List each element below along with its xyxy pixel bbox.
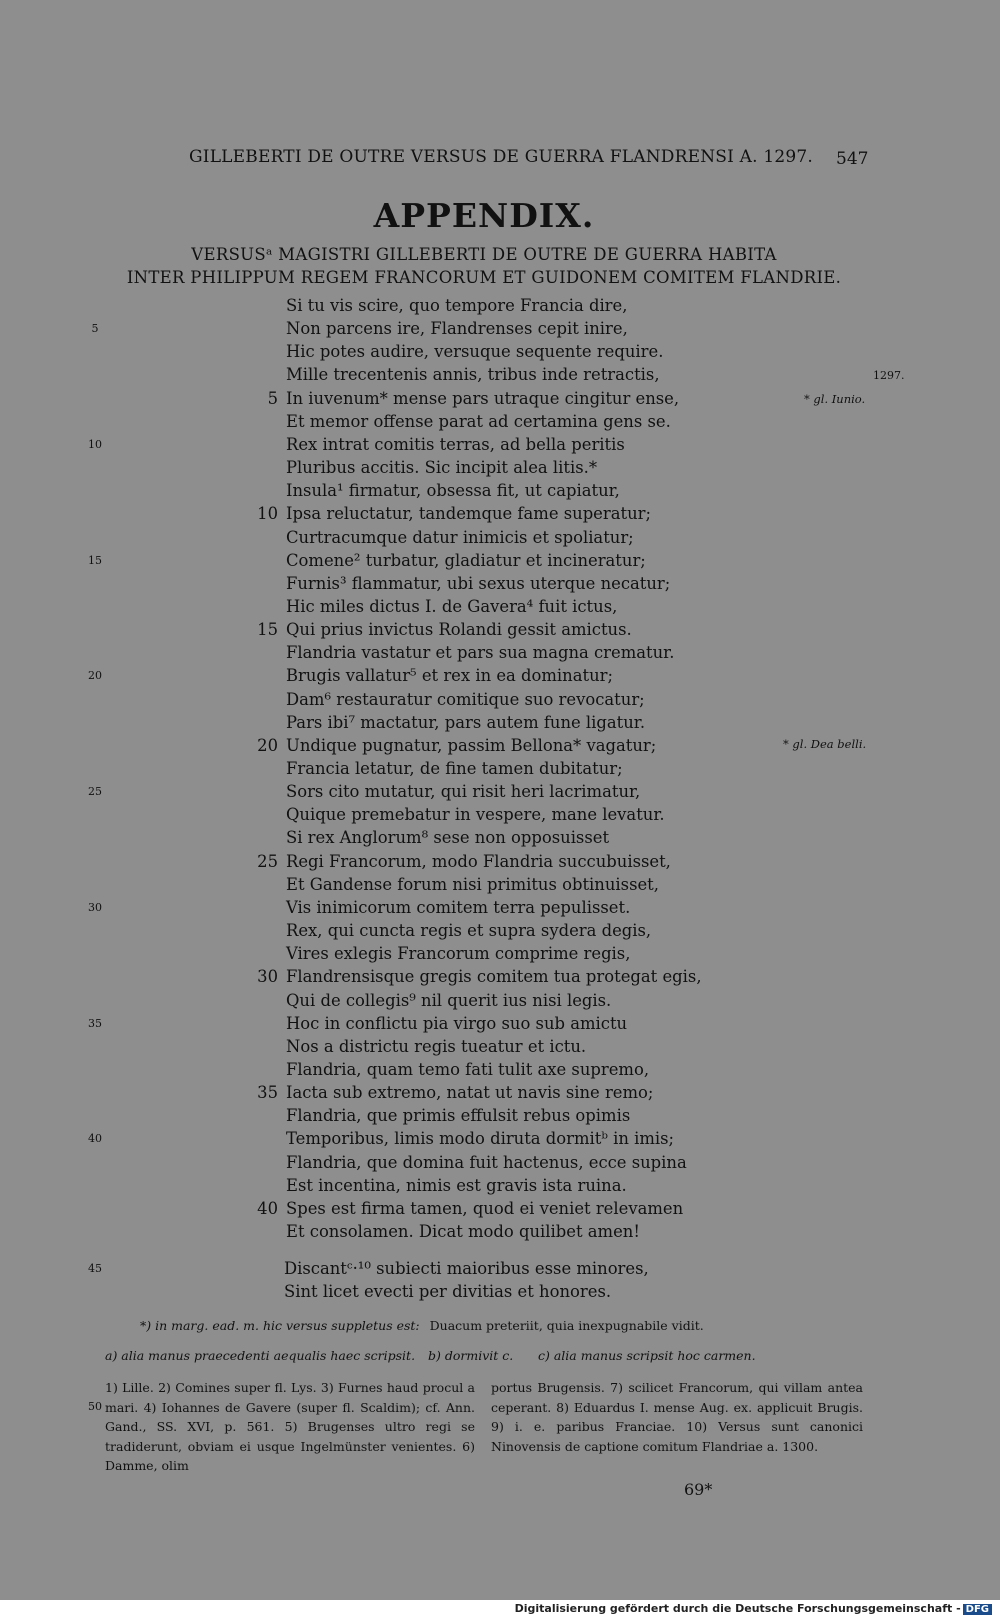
verse-number: 25 — [257, 851, 278, 871]
verse-line: Et consolamen. Dicat modo quilibet amen! — [286, 1222, 640, 1241]
verse-line: Flandria, que primis effulsit rebus opimis — [286, 1106, 631, 1126]
margin-line-number: 35 — [88, 1016, 102, 1030]
running-title: GILLEBERTI DE OUTRE VERSUS DE GUERRA FLANDRENSI A. 1297. — [189, 147, 814, 167]
margin-line-number: 20 — [88, 669, 102, 683]
verse-line: Brugis vallatur⁵ et rex in ea dominatur; — [286, 666, 613, 686]
verse-line: Sors cito mutatur, qui risit heri lacrimatur, — [286, 782, 641, 802]
verse-line: Qui de collegis⁹ nil querit ius nisi legis. — [286, 990, 612, 1010]
verse-line: Pars ibi⁷ mactatur, pars autem fune ligatur. — [286, 712, 646, 732]
footnote-c: c) alia manus scripsit hoc carmen. — [538, 1348, 756, 1363]
verse-line: Et memor offense parat ad certamina gens se. — [286, 411, 671, 431]
gloss-dea-belli: * gl. Dea belli. — [783, 737, 867, 751]
verse-line: Flandria, que domina fuit hactenus, ecce supina — [286, 1152, 687, 1172]
verse-number: 5 — [267, 388, 278, 408]
appendix-title: APPENDIX. — [373, 196, 595, 235]
verse-line: Insula¹ firmatur, obsessa fit, ut capiatur, — [286, 481, 620, 501]
verse-number: 40 — [257, 1198, 278, 1218]
verse-line: Dam⁶ restauratur comitique suo revocatur; — [286, 689, 645, 709]
margin-line-number: 10 — [88, 437, 102, 451]
verse-line: Mille trecentenis annis, tribus inde retractis, — [286, 365, 660, 385]
footnotes-left-column: 1) Lille. 2) Comines super fl. Lys. 3) Furnes haud procul a mari. 4) Iohannes de Gavere (super fl. Scaldim); cf. Ann. Gand., SS. XVI, p. 561. 5) Brugenses ultro regi se tradiderunt, obviam ei usque Ingelmünster venientes. 6) Damme, olim — [105, 1380, 475, 1474]
verse-line: Quique premebatur in vespere, mane levatur. — [286, 805, 665, 825]
signature-mark: 69* — [684, 1480, 713, 1499]
footnotes-right-column: portus Brugensis. 7) scilicet Francorum, qui villam antea ceperant. 8) Eduardus I. mense Aug. ex. applicuit Brugis. 9) i. e. paribus Franciae. 10) Versus sunt canonici Ninovensis de captione comitum Flandriae a. 1300. — [491, 1380, 863, 1454]
verse-line: Iacta sub extremo, natat ut navis sine remo; — [286, 1083, 654, 1103]
star-footnote-text: Duacum preteriit, quia inexpugnabile vidit. — [429, 1318, 704, 1333]
verse-line: Flandria vastatur et pars sua magna crematur. — [286, 643, 675, 663]
verse-line: Non parcens ire, Flandrenses cepit inire, — [286, 319, 628, 339]
verse-number: 10 — [257, 504, 278, 524]
verse-number: 15 — [257, 620, 278, 640]
verse-line: Si tu vis scire, quo tempore Francia dire, — [286, 296, 628, 315]
verse-line: Hic miles dictus I. de Gavera⁴ fuit ictus, — [286, 596, 618, 616]
verse-line: Est incentina, nimis est gravis ista ruina. — [286, 1175, 627, 1195]
verse-line: Spes est firma tamen, quod ei veniet relevamen — [286, 1198, 684, 1218]
verse-line: Temporibus, limis modo diruta dormitᵇ in imis; — [286, 1129, 675, 1149]
verse-line: Hic potes audire, versuque sequente require. — [286, 342, 664, 362]
footnote-b: b) dormivit c. — [428, 1348, 514, 1363]
verse-line: Curtracumque datur inimicis et spoliatur; — [286, 527, 634, 547]
appendix-subtitle-line-2: INTER PHILIPPUM REGEM FRANCORUM ET GUIDONEM COMITEM FLANDRIE. — [126, 268, 842, 287]
coda-line: Discantᶜ·¹⁰ subiecti maioribus esse minores, — [284, 1259, 649, 1278]
verse-number: 30 — [257, 967, 278, 987]
verse-line: In iuvenum* mense pars utraque cingitur ense, — [286, 388, 680, 408]
verse-line: Rex intrat comitis terras, ad bella peritis — [286, 434, 625, 454]
verse-number: 20 — [257, 735, 278, 755]
verse-number: 35 — [257, 1083, 278, 1103]
star-footnote — [140, 1318, 704, 1333]
margin-year: 1297. — [873, 369, 905, 382]
verse-line: Si rex Anglorum⁸ sese non opposuisset — [286, 828, 610, 848]
verse-line: Qui prius invictus Rolandi gessit amictus. — [286, 620, 632, 640]
dfg-logo: DFG — [963, 1604, 992, 1615]
verse-line: Undique pugnatur, passim Bellona* vagatur; — [286, 735, 657, 755]
margin-line-number-50: 50 — [88, 1400, 102, 1413]
verse-line: Et Gandense forum nisi primitus obtinuisset, — [286, 874, 659, 894]
verse-line: Ipsa reluctatur, tandemque fame superatur; — [286, 504, 651, 524]
credit-text: Digitalisierung gefördert durch die Deutsche Forschungsgemeinschaft - — [514, 1602, 961, 1615]
margin-line-number: 25 — [88, 785, 102, 799]
page-number: 547 — [836, 149, 869, 169]
verse-line: Nos a districtu regis tueatur et ictu. — [286, 1036, 587, 1056]
verse-line: Furnis³ flammatur, ubi sexus uterque necatur; — [286, 573, 671, 593]
verse-line: Vires exlegis Francorum comprime regis, — [286, 944, 631, 964]
margin-line-number: 15 — [88, 553, 102, 567]
digitization-credit — [515, 1602, 992, 1615]
verse-line: Hoc in conflictu pia virgo suo sub amictu — [286, 1013, 628, 1033]
margin-line-number: 40 — [88, 1132, 102, 1146]
verse-line: Comene² turbatur, gladiatur et incineratur; — [286, 550, 646, 570]
verse-line: Regi Francorum, modo Flandria succubuisset, — [286, 851, 671, 871]
gloss-iunio: * gl. Iunio. — [804, 392, 866, 406]
star-footnote-label: *) in marg. ead. m. hic versus suppletus est: — [140, 1318, 420, 1333]
margin-line-number: 5 — [91, 322, 99, 336]
verse-line: Flandria, quam temo fati tulit axe supremo, — [286, 1059, 650, 1079]
margin-line-number: 45 — [88, 1262, 102, 1275]
coda-line: Sint licet evecti per divitias et honores. — [284, 1282, 612, 1301]
verse-line: Flandrensisque gregis comitem tua protegat egis, — [286, 967, 702, 987]
verse-line: Vis inimicorum comitem terra pepulisset. — [286, 897, 631, 917]
margin-line-number: 30 — [88, 900, 102, 914]
verse-line: Pluribus accitis. Sic incipit alea litis.* — [286, 458, 598, 478]
verse-line: Rex, qui cuncta regis et supra sydera degis, — [286, 921, 652, 941]
verse-line: Francia letatur, de fine tamen dubitatur; — [286, 759, 623, 778]
footnote-a: a) alia manus praecedenti aequalis haec scripsit. — [105, 1348, 416, 1363]
appendix-subtitle-line-1: VERSUSᵃ MAGISTRI GILLEBERTI DE OUTRE DE GUERRA HABITA — [191, 245, 777, 264]
